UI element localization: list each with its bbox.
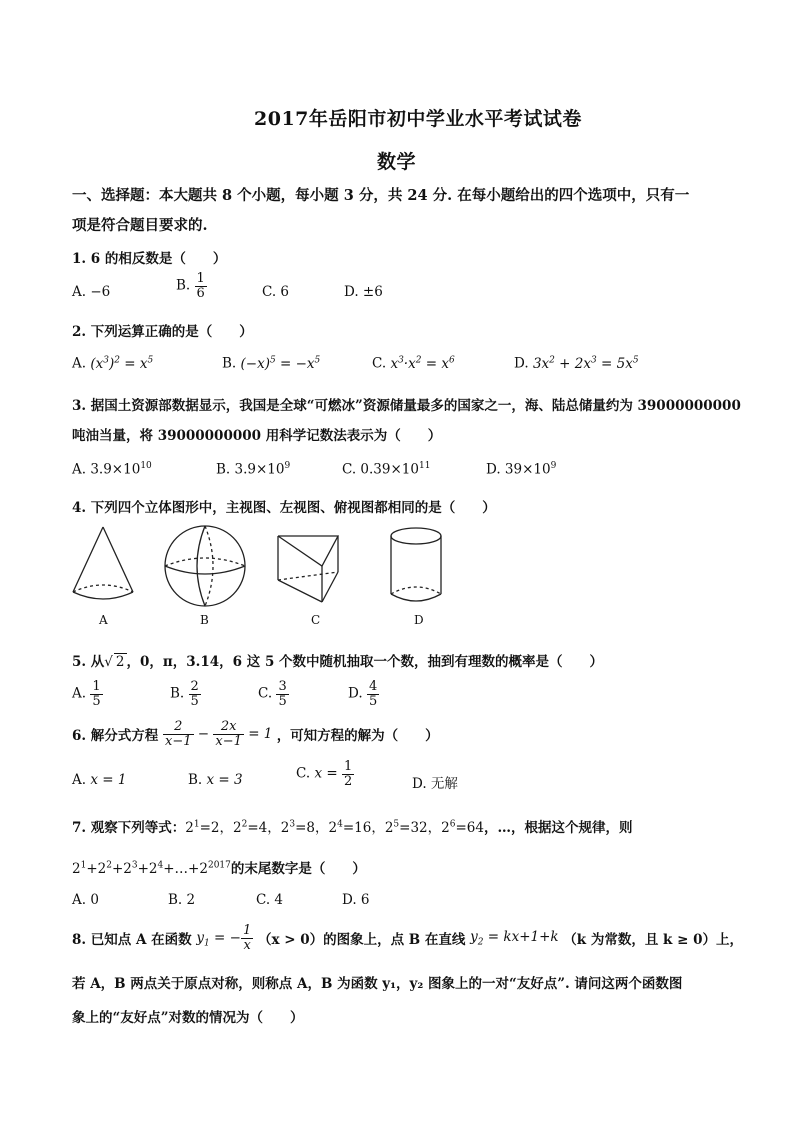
q3-option-b: B. $3.9\times 10^9$ — [216, 461, 291, 478]
q5-option-a: A. $\frac{1}{5}$ — [72, 679, 101, 709]
q2-option-a: A. $(x^3)^2 = x^5$ — [72, 355, 154, 372]
q1-option-b — [176, 272, 207, 300]
q6-option-c: C. x = $\frac{1}{2}$ — [296, 759, 353, 789]
q1-b-prefix: B. — [176, 277, 191, 294]
cone-figure — [73, 527, 133, 599]
q1-option-c: C. 6 — [262, 284, 290, 300]
q8-stem-line3: 象上的“友好点”对数的情况为（ ） — [72, 1010, 304, 1026]
q7-stem: 7. 观察下列等式：$2^1=2$，$2^2=4$，$2^3=8$，$2^4=16$，$2^5=32$，$2^6=64$，…，根据这个规律，则 — [72, 819, 633, 836]
q6-stem: 6. 解分式方程 $\frac{2}{x-1}$ − $\frac{2x}{x-1}$ = 1 ，可知方程的解为（ ） — [72, 719, 439, 749]
q4-label-a: A — [99, 613, 108, 627]
q3-option-d: D. $39\times 10^9$ — [486, 461, 557, 478]
q7-option-c: C. 4 — [256, 892, 284, 908]
q2-option-d: D. $3x^2 + 2x^3 = 5x^5$ — [514, 355, 639, 372]
q5-option-b: B. $\frac{2}{5}$ — [170, 679, 199, 709]
q4-label-d: D — [414, 613, 424, 627]
q1-option-d: D. ±6 — [344, 284, 383, 300]
q5-option-c: C. $\frac{3}{5}$ — [258, 679, 287, 709]
section-instructions-line1: 一、选择题：本大题共 8 个小题，每小题 3 分，共 24 分. 在每小题给出的四个选项中，只有一 — [72, 187, 690, 204]
prism-figure — [278, 536, 338, 602]
q2-option-c: C. $x^3\cdot x^2 = x^6$ — [372, 355, 455, 372]
q4-label-c: C — [311, 613, 321, 627]
q6-option-a: A. x = 1 — [72, 772, 127, 788]
q5-stem: 5. 从√ 2 ，0，π，3.14，6 这 5 个数中随机抽取一个数，抽到有理数的概率是（ ） — [72, 654, 604, 670]
q1-b-fraction: $\frac{1}{6}$ — [196, 271, 205, 301]
q3-stem-line2: 吨油当量，将 39000000000 用科学记数法表示为（ ） — [72, 428, 442, 444]
subject-title: 数学 — [377, 151, 417, 173]
q8-stem-line1: 8. 已知点 A 在函数 $y_1$ = − $\frac{1}{x}$ （x > 0）的图象上，点 B 在直线 $y_2 = kx+1+k$ （k 为常数，且 k ≥ 0）上， — [72, 923, 744, 953]
q2-stem: 2. 下列运算正确的是（ ） — [72, 324, 253, 340]
q3-option-c: C. $0.39\times 10^{11}$ — [342, 461, 431, 478]
q7-option-a: A. 0 — [72, 892, 99, 908]
q4-label-b: B — [200, 613, 209, 627]
q7-stem-line2: $2^1+2^2+2^3+2^4+\dots+2^{2017}$的末尾数字是（ ） — [72, 860, 366, 877]
q7-option-b: B. 2 — [168, 892, 196, 908]
q4-stem: 4. 下列四个立体图形中，主视图、左视图、俯视图都相同的是（ ） — [72, 500, 496, 516]
q1-stem: 1. 6 的相反数是（ ） — [72, 251, 227, 267]
cylinder-figure — [391, 528, 441, 601]
q6-option-d: D. 无解 — [412, 776, 458, 792]
q3-stem-line1: 3. 据国土资源部数据显示，我国是全球“可燃冰”资源储量最多的国家之一，海、陆总储量约为 39000000000 — [72, 398, 741, 414]
q8-stem-line2: 若 A，B 两点关于原点对称，则称点 A，B 为函数 y₁，y₂ 图象上的一对“友好点”. 请问这两个函数图 — [72, 976, 683, 992]
q4-figures — [60, 522, 460, 632]
q2-option-b: B. $(-x)^5 = -x^5$ — [222, 355, 321, 372]
section-instructions-line2: 项是符合题目要求的. — [72, 217, 208, 234]
sphere-figure — [165, 526, 245, 606]
q3-option-a: A. $3.9\times 10^{10}$ — [72, 461, 152, 478]
q7-option-d: D. 6 — [342, 892, 370, 908]
q1-option-a: A. −6 — [72, 284, 111, 300]
q5-option-d: D. $\frac{4}{5}$ — [348, 679, 378, 709]
exam-title: 2017年岳阳市初中学业水平考试试卷 — [254, 108, 582, 130]
q6-option-b: B. x = 3 — [188, 772, 243, 788]
